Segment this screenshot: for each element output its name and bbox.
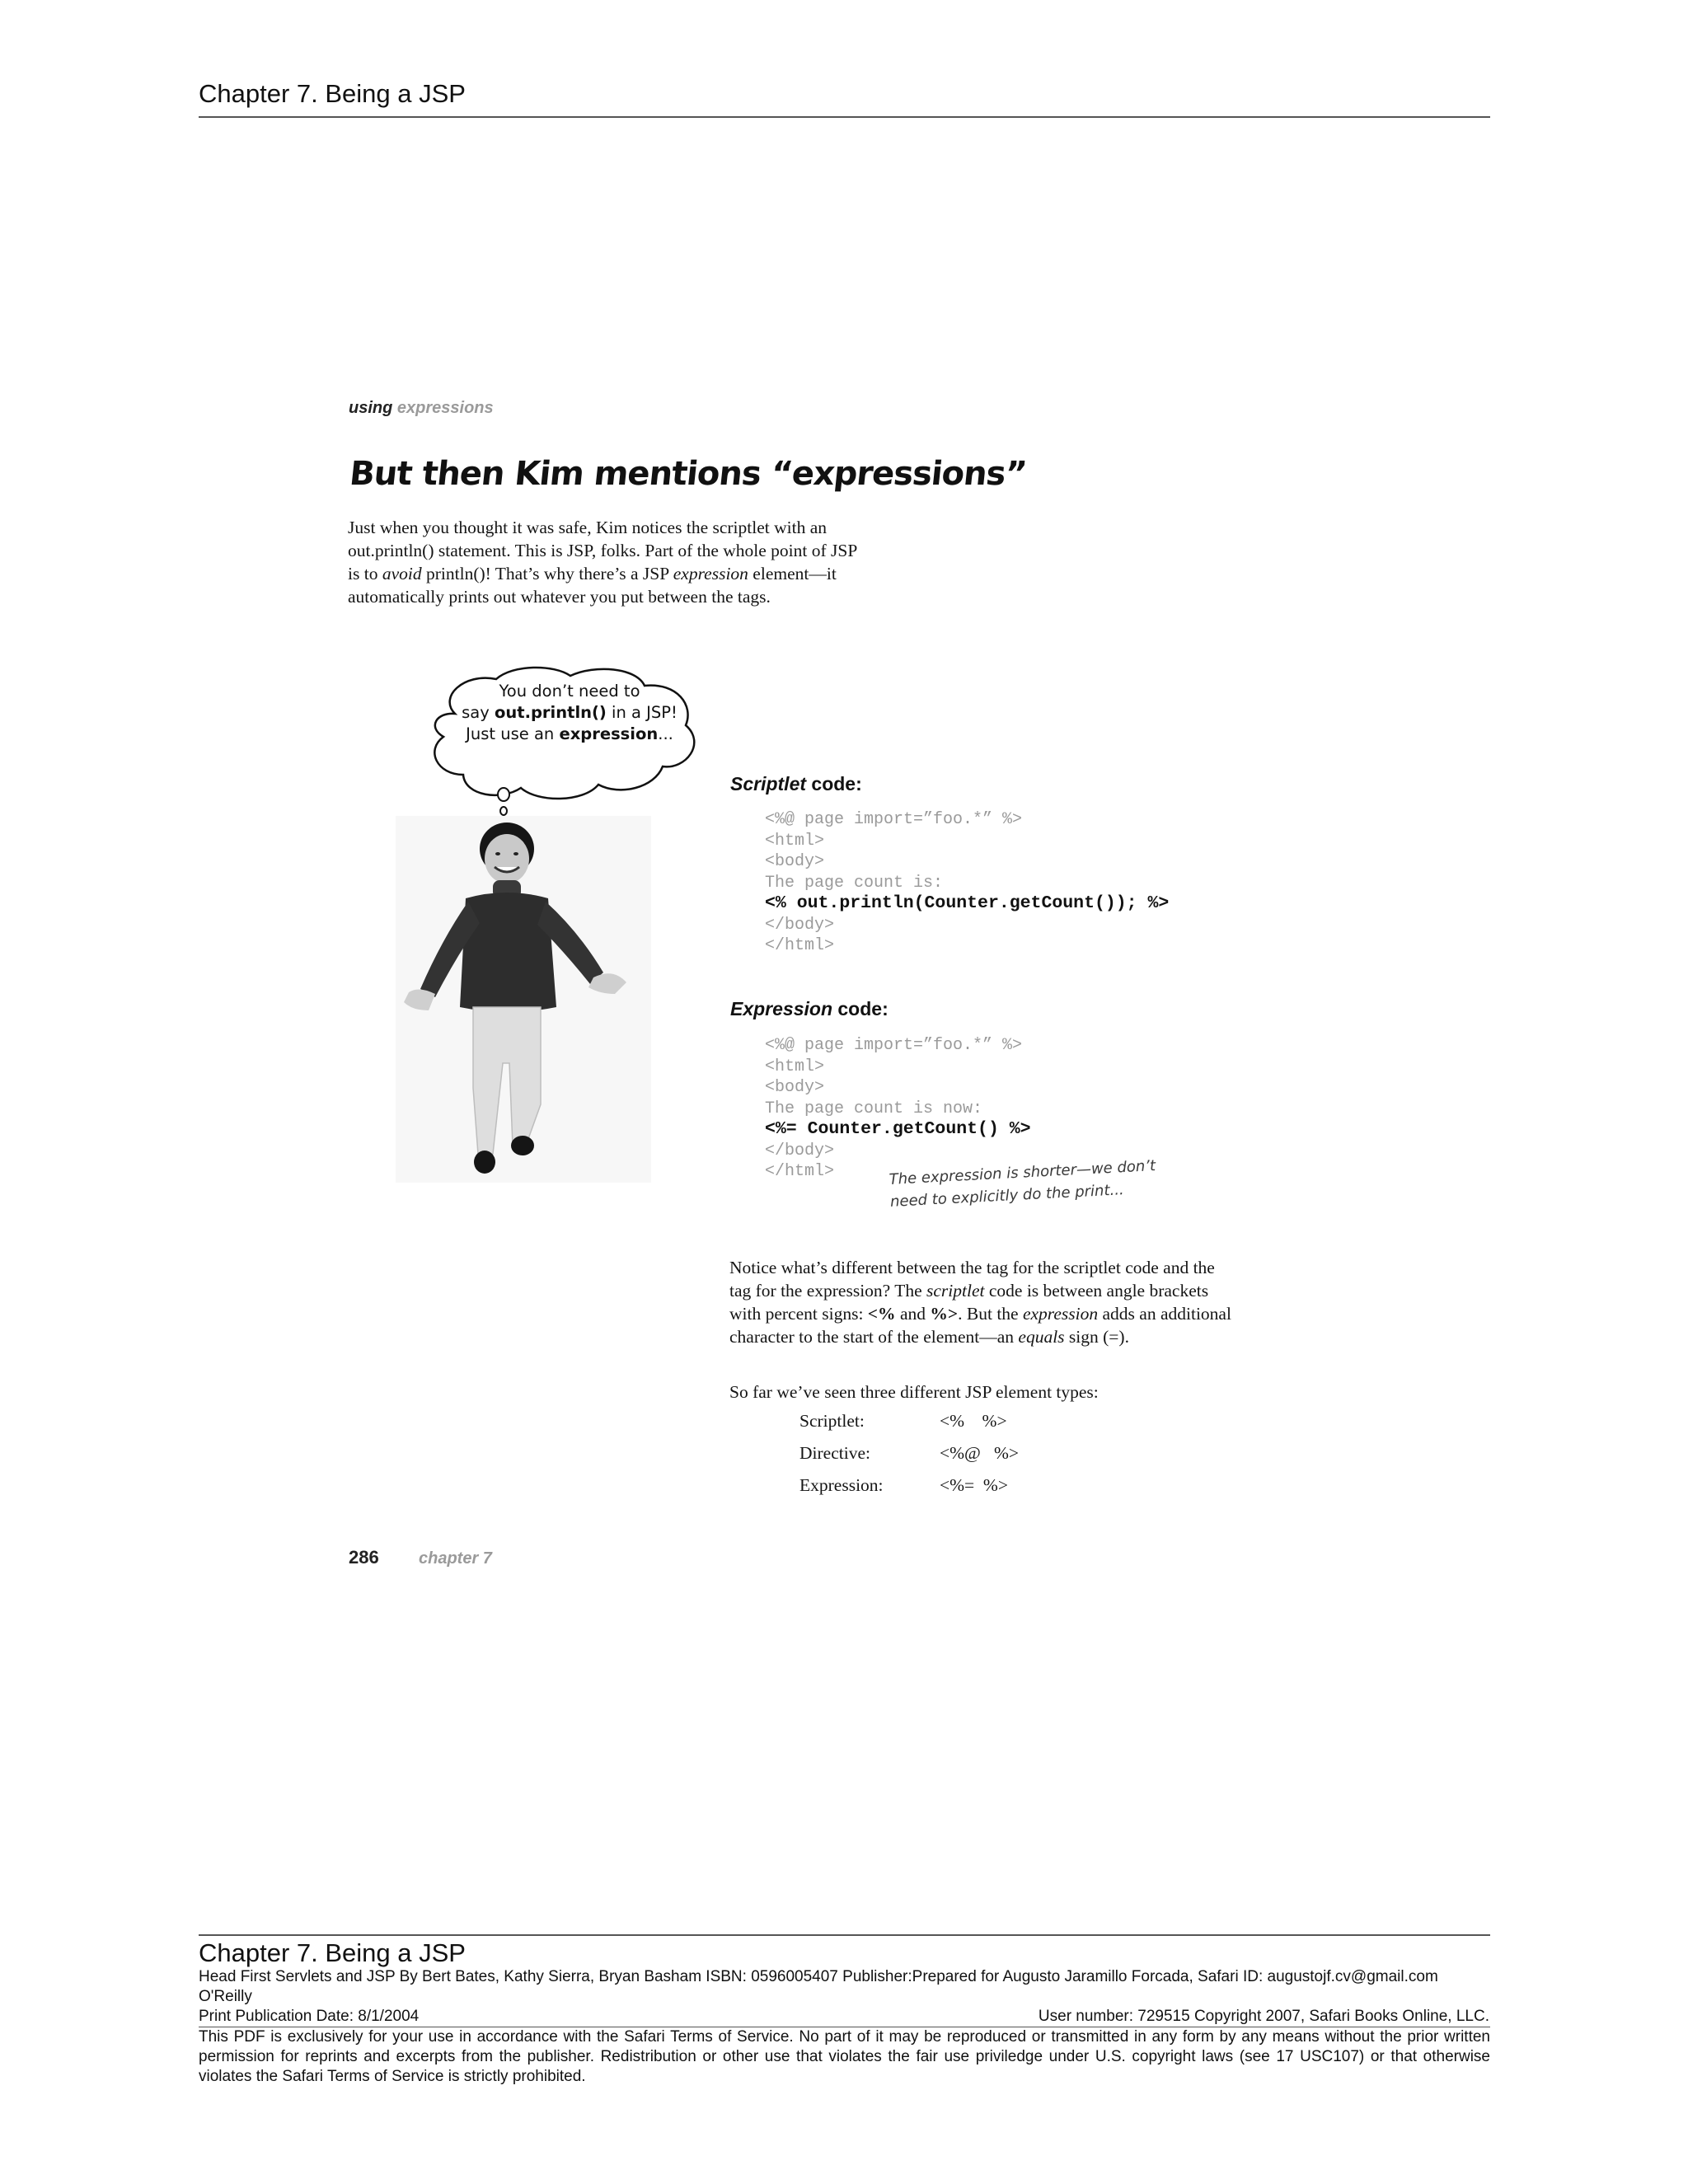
footer-publisher: O'Reilly	[199, 1988, 252, 2005]
top-chapter-title: Chapter 7. Being a JSP	[199, 79, 466, 108]
notice-and: and	[895, 1304, 931, 1324]
element-type-syntax: <%@ %>	[940, 1443, 1019, 1463]
notice-paragraph	[729, 1256, 1240, 1348]
page-headline: But then Kim mentions “expressions”	[348, 455, 1029, 493]
intro-emphasis-expression: expression	[673, 564, 748, 583]
footer-book-info: Head First Servlets and JSP By Bert Bates, Kathy Sierra, Bryan Basham ISBN: 0596005407 Publisher:Prepared for Augusto Jaramillo Forcada, Safari ID: augustojf.cv@gmail.com	[199, 1968, 1438, 1985]
element-types-intro: So far we’ve seen three different JSP element types:	[729, 1382, 1099, 1402]
notice-em-equals: equals	[1018, 1327, 1065, 1347]
element-type-syntax: <% %>	[940, 1411, 1007, 1431]
notice-em-expression: expression	[1022, 1304, 1099, 1324]
thought-dots-icon	[493, 785, 518, 819]
expression-title-rest: code:	[832, 998, 889, 1019]
element-type-syntax: <%= %>	[940, 1475, 1008, 1495]
bubble-line-1: You don’t need to	[499, 682, 640, 701]
expression-code-title	[730, 998, 889, 1020]
expression-code-lines-after: </body> </html>	[765, 1141, 835, 1181]
bubble-line-2-post: in a JSP!	[606, 703, 678, 722]
notice-open-tag: <%	[867, 1304, 896, 1324]
bubble-line-3-bold: expression	[559, 724, 659, 743]
bubble-line-2-code: out.println()	[494, 703, 607, 722]
scriptlet-code-title	[730, 773, 862, 795]
section-tag-topic: expressions	[396, 399, 494, 417]
page-number: 286	[349, 1547, 379, 1568]
section-tag-using: using	[349, 399, 393, 417]
kim-person-illustration	[387, 816, 659, 1187]
scriptlet-title-em: Scriptlet	[730, 773, 807, 794]
element-type-row	[799, 1475, 1019, 1507]
notice-text-5: sign (=).	[1064, 1327, 1129, 1347]
footer-top-divider	[199, 1934, 1490, 1936]
element-type-row	[799, 1411, 1019, 1443]
bubble-line-3-post: ...	[658, 724, 673, 743]
scriptlet-code-block	[765, 809, 1169, 957]
element-type-name: Expression:	[799, 1475, 884, 1495]
footer-print-date: Print Publication Date: 8/1/2004	[199, 2008, 420, 2025]
expression-title-em: Expression	[730, 998, 832, 1019]
bubble-line-2	[442, 702, 697, 724]
intro-emphasis-avoid: avoid	[382, 564, 422, 583]
handnote-line-1: The expression is shorter—we don’t	[889, 1157, 1156, 1188]
intro-paragraph	[348, 516, 859, 608]
thought-bubble-text	[442, 681, 697, 745]
page-chapter-label: chapter 7	[419, 1549, 492, 1568]
bubble-line-2-pre: say	[462, 703, 495, 722]
expression-code-lines-before: <%@ page import=”foo.*” %> <html> <body> The page count is now:	[765, 1036, 1023, 1118]
notice-text-4: adds an additional character to the start of the element—an	[729, 1304, 1231, 1347]
notice-em-scriptlet: scriptlet	[926, 1281, 985, 1301]
intro-text-3: element—it automatically prints out whatever you put between the tags.	[348, 564, 837, 607]
intro-text-2: println()! That’s why there’s a JSP	[421, 564, 673, 583]
notice-text-1: Notice what’s different between the tag for the scriptlet code and the tag for the expression? The	[729, 1258, 1215, 1301]
element-type-row	[799, 1443, 1019, 1475]
scriptlet-title-rest: code:	[806, 773, 862, 794]
section-tag	[349, 399, 494, 418]
notice-text-2: code is between angle brackets with percent signs:	[729, 1281, 1209, 1324]
bubble-line-3	[442, 724, 697, 745]
footer-legal-notice: This PDF is exclusively for your use in accordance with the Safari Terms of Service. No part of it may be reproduced or transmitted in any form by any means without the prior written permission for reprints and excerpts from the publisher. Redistribution or other use that violates the fair use priviledge under U.S. copyright laws (see 17 USC107) or that otherwise violates the Safari Terms of Service is strictly prohibited.	[199, 2028, 1490, 2085]
scriptlet-code-lines-after: </body> </html>	[765, 915, 835, 955]
element-type-name: Directive:	[799, 1443, 870, 1463]
element-type-name: Scriptlet:	[799, 1411, 865, 1431]
footer-chapter-title: Chapter 7. Being a JSP	[199, 1938, 466, 1967]
footer-user-copyright: User number: 729515 Copyright 2007, Safari Books Online, LLC.	[1038, 2008, 1489, 2025]
expression-code-block	[765, 1035, 1031, 1183]
element-types-table	[799, 1411, 1019, 1507]
scriptlet-code-key-line: <% out.println(Counter.getCount()); %>	[765, 893, 1170, 913]
scriptlet-code-lines-before: <%@ page import=”foo.*” %> <html> <body> The page count is:	[765, 810, 1023, 893]
bubble-line-3-pre: Just use an	[466, 724, 560, 743]
expression-code-key-line: <%= Counter.getCount() %>	[765, 1119, 1031, 1139]
top-divider	[199, 116, 1490, 118]
notice-text-3: . But the	[958, 1304, 1023, 1324]
notice-close-tag: %>	[930, 1304, 959, 1324]
handnote-line-2: need to explicitly do the print...	[889, 1181, 1125, 1211]
intro-text-1: Just when you thought it was safe, Kim notices the scriptlet with an out.println() statement. This is JSP, folks. Part of the whole point of JSP is to	[348, 518, 857, 583]
